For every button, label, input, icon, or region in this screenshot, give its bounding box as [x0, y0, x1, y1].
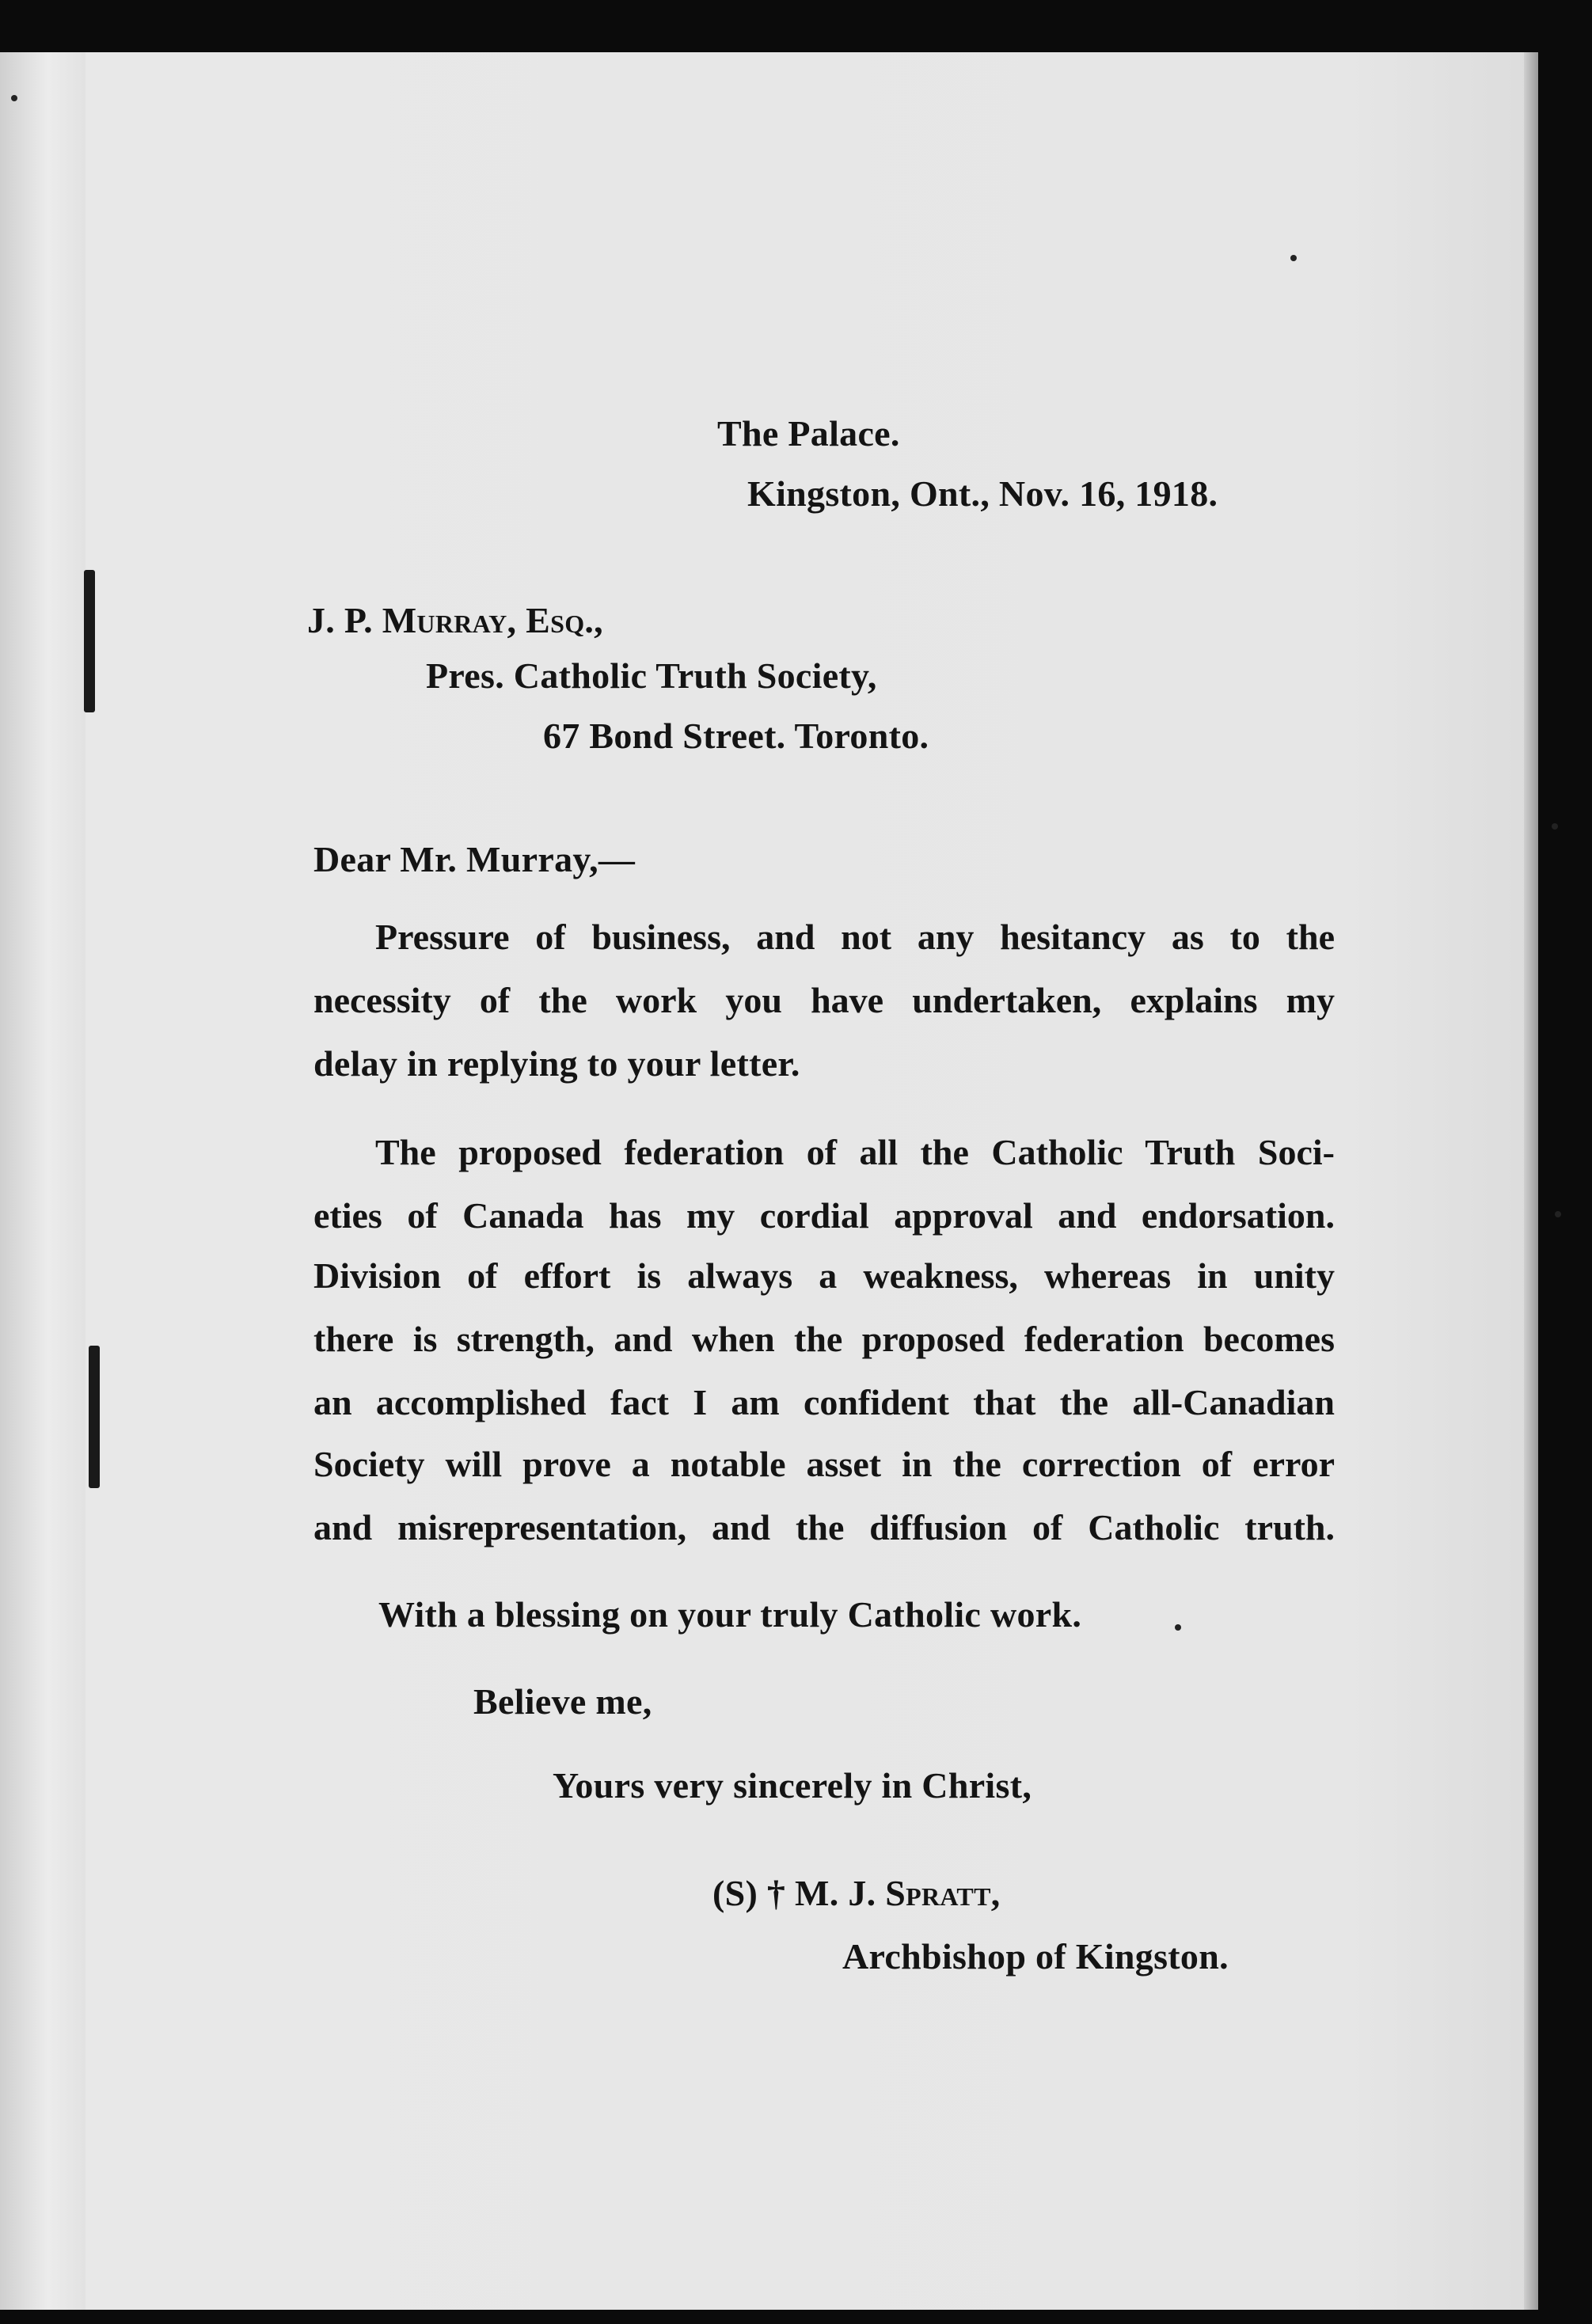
- paragraph-1-line-1: Pressure of business, and not any hesitancy as to the: [375, 917, 1335, 957]
- signature-title: Archbishop of Kingston.: [842, 1936, 1229, 1977]
- recipient-name: [307, 598, 603, 643]
- dust-speck: [1555, 1211, 1561, 1217]
- dust-speck: [1552, 823, 1558, 830]
- paragraph-1-line-2: necessity of the work you have undertaken, explains my: [313, 980, 1335, 1020]
- paragraph-3: With a blessing on your truly Catholic work.: [378, 1594, 1082, 1635]
- signature-prefix: (S) † M. J.: [712, 1873, 886, 1913]
- paragraph-2-line-2: eties of Canada has my cordial approval and endorsation.: [313, 1195, 1335, 1236]
- paragraph-2-line-4: there is strength, and when the proposed federation becomes: [313, 1319, 1335, 1359]
- paragraph-2-line-5: an accomplished fact I am confident that the all-Canadian: [313, 1382, 1335, 1422]
- paragraph-2-line-7: and misrepresentation, and the diffusion of Catholic truth.: [313, 1507, 1335, 1547]
- salutation: Dear Mr. Murray,—: [313, 839, 636, 879]
- letter-place: The Palace.: [717, 413, 900, 454]
- page-binding-fold: [0, 52, 85, 2310]
- dust-speck: [1175, 1624, 1181, 1631]
- paragraph-1-line-3: delay in replying to your letter.: [313, 1043, 800, 1084]
- paragraph-2-line-3: Division of effort is always a weakness, whereas in unity: [313, 1255, 1335, 1296]
- page-edge-shadow: [1524, 52, 1538, 2310]
- dust-speck: [1290, 255, 1297, 261]
- letter-date: Kingston, Ont., Nov. 16, 1918.: [747, 473, 1218, 514]
- signature-name: [712, 1871, 1001, 1916]
- closing-believe-me: Believe me,: [473, 1681, 652, 1722]
- signature-surname: Spratt,: [885, 1873, 1001, 1913]
- recipient-address: 67 Bond Street. Toronto.: [543, 716, 929, 756]
- binding-mark-top: [84, 570, 95, 712]
- paragraph-2-line-1: The proposed federation of all the Catholic Truth Soci-: [375, 1132, 1335, 1172]
- binding-mark-bottom: [89, 1346, 100, 1488]
- recipient-title: Pres. Catholic Truth Society,: [426, 655, 877, 696]
- recipient-surname: Murray, Esq.,: [382, 600, 603, 640]
- dust-speck: [11, 95, 17, 101]
- paragraph-2-line-6: Society will prove a notable asset in the correction of error: [313, 1444, 1335, 1484]
- scanned-page: [0, 52, 1536, 2310]
- closing-yours-sincerely: Yours very sincerely in Christ,: [553, 1765, 1032, 1806]
- recipient-initials: J. P.: [307, 600, 382, 640]
